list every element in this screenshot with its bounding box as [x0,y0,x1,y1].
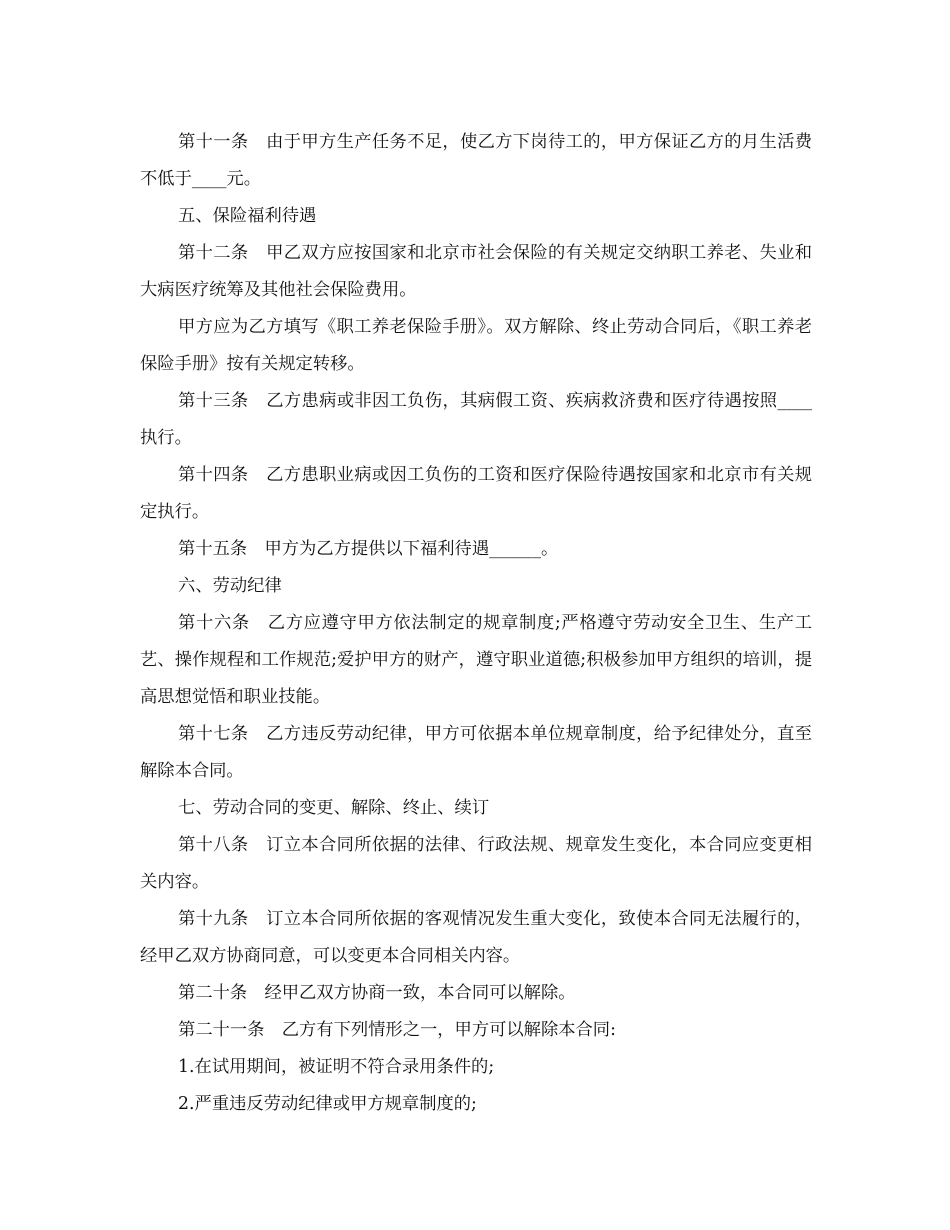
article-21-item-1: 1.在试用期间，被证明不符合录用条件的; [178,1057,495,1077]
article-17: 第十七条 乙方违反劳动纪律，甲方可依据本单位规章制度，给予纪律处分，直至解除本合同。 [140,724,812,781]
article-21-item-2: 2.严重违反劳动纪律或甲方规章制度的; [178,1094,477,1114]
article-16: 第十六条 乙方应遵守甲方依法制定的规章制度;严格遵守劳动安全卫生、生产工艺、操作规程和工作规范;爱护甲方的财产，遵守职业道德;积极参加甲方组织的培训，提高思想觉悟和职业技能。 [140,613,812,707]
article-15: 第十五条 甲方为乙方提供以下福利待遇______。 [178,539,559,559]
article-20: 第二十条 经甲乙双方协商一致，本合同可以解除。 [178,983,576,1003]
section-heading-labor-discipline: 六、劳动纪律 [178,576,282,596]
article-12: 第十二条 甲乙双方应按国家和北京市社会保险的有关规定交纳职工养老、失业和大病医疗统筹及其他社会保险费用。 [140,243,812,300]
section-heading-insurance-welfare: 五、保险福利待遇 [178,206,317,226]
article-13: 第十三条 乙方患病或非因工负伤，其病假工资、疾病救济费和医疗待遇按照____执行。 [140,391,812,448]
article-12-pension-handbook: 甲方应为乙方填写《职工养老保险手册》。双方解除、终止劳动合同后，《职工养老保险手册》按有关规定转移。 [140,317,812,374]
article-11: 第十一条 由于甲方生产任务不足，使乙方下岗待工的，甲方保证乙方的月生活费不低于____元。 [140,132,812,189]
article-19: 第十九条 订立本合同所依据的客观情况发生重大变化，致使本合同无法履行的，经甲乙双方协商同意，可以变更本合同相关内容。 [140,909,812,966]
article-14: 第十四条 乙方患职业病或因工负伤的工资和医疗保险待遇按国家和北京市有关规定执行。 [140,465,812,522]
document-body [140,124,812,1123]
article-21: 第二十一条 乙方有下列情形之一，甲方可以解除本合同: [178,1020,616,1040]
article-18: 第十八条 订立本合同所依据的法律、行政法规、规章发生变化，本合同应变更相关内容。 [140,835,812,892]
section-heading-contract-changes: 七、劳动合同的变更、解除、终止、续订 [178,798,490,818]
